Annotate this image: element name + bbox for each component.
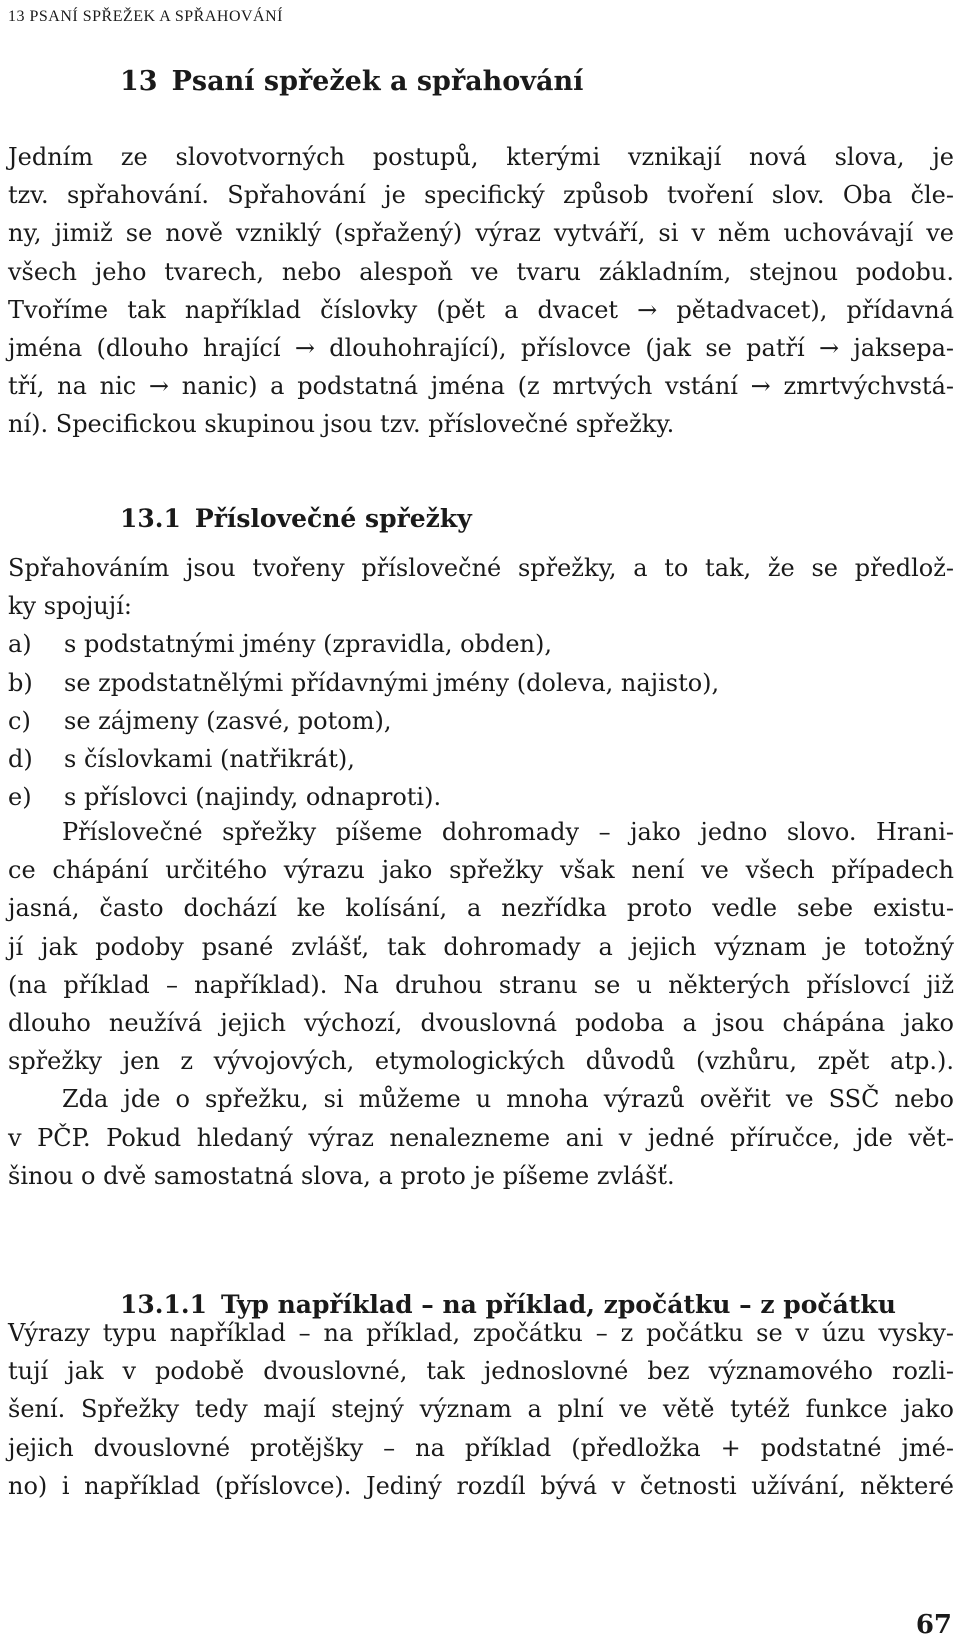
section-paragraph (8, 549, 954, 816)
text-line: dlouho neužívá jejich výchozí, dvouslovná podoba a jsou chápána jako (8, 1008, 954, 1037)
list-item (8, 778, 954, 816)
text-line: spřežky jen z vývojových, etymologických důvodů (vzhůru, zpět atp.). (8, 1047, 954, 1076)
text-line: Výrazy typu například – na příklad, zpočátku – z počátku se v úzu vysky- (8, 1319, 954, 1347)
text-line: tzv. spřahování. Spřahování je specifický způsob tvoření slov. Oba čle- (8, 181, 954, 210)
text-line: šení. Spřežky tedy mají stejný význam a plní ve větě tytéž funkce jako (8, 1395, 954, 1424)
list-text: s číslovkami (natřikrát), (64, 744, 355, 773)
text-line: ce chápání určitého výrazu jako spřežky však není ve všech případech (8, 856, 954, 885)
text-line: v PČP. Pokud hledaný výraz nenalezneme ani v jedné příručce, jde vět- (8, 1123, 954, 1152)
text-line: jejich dvouslovné protějšky – na příklad (předložka + podstatné jmé- (8, 1433, 954, 1462)
text-line: ní). Specifickou skupinou jsou tzv. příslovečné spřežky. (8, 410, 675, 439)
text-line: tří, na nic → nanic) a podstatná jména (z mrtvých vstání → zmrtvýchvstá- (8, 372, 954, 401)
list-item (8, 625, 954, 663)
list-item (8, 664, 954, 702)
text-line: ny, jimiž se nově vzniklý (spřažený) výraz vytváří, si v něm uchovávají ve (8, 219, 954, 248)
list-text: se zájmeny (zasvé, potom), (64, 706, 392, 735)
subsection-number: 13.1.1 (120, 1290, 207, 1319)
text-line: Spřahováním jsou tvořeny příslovečné spřežky, a to tak, že se předlož- (8, 554, 954, 582)
text-line: (na příklad – například). Na druhou stranu se u některých příslovcí již (8, 970, 954, 999)
list-text: s podstatnými jmény (zpravidla, obden), (64, 630, 552, 659)
list-item (8, 740, 954, 778)
section-title: Příslovečné spřežky (194, 504, 472, 533)
text-line: šinou o dvě samostatná slova, a proto je píšeme zvlášť. (8, 1161, 675, 1190)
text-line: Zda jde o spřežku, si můžeme u mnoha výrazů ověřit ve SSČ nebo (62, 1085, 954, 1114)
text-line: Jedním ze slovotvorných postupů, kterými vznikají nová slova, je (8, 143, 954, 171)
list-item (8, 702, 954, 740)
page-number: 67 (915, 1610, 952, 1640)
list-text: se zpodstatnělými přídavnými jmény (doleva, najisto), (64, 668, 720, 697)
body-paragraph (8, 813, 954, 1195)
text-line: jména (dlouho hrající → dlouhohrající), příslovce (jak se patří → jaksepa- (8, 333, 954, 362)
text-line: no) i například (příslovce). Jediný rozdíl bývá v četnosti užívání, některé (8, 1471, 954, 1500)
chapter-title: Psaní spřežek a spřahování (171, 66, 584, 97)
list-label: d) (8, 744, 33, 773)
text-line: Tvoříme tak například číslovky (pět a dvacet → pětadvacet), přídavná (8, 295, 954, 324)
text-line: jasná, často dochází ke kolísání, a nezřídka proto vedle sebe existu- (8, 894, 954, 923)
text-line: ky spojují: (8, 592, 132, 621)
list-label: e) (8, 783, 32, 812)
text-line: všech jeho tvarech, nebo alespoň ve tvaru základním, stejnou podobu. (8, 257, 954, 286)
list-label: b) (8, 668, 33, 697)
chapter-heading (120, 66, 583, 97)
subsection-title: Typ například – na příklad, zpočátku – z počátku (221, 1290, 896, 1319)
section-heading (120, 504, 472, 533)
section-number: 13.1 (120, 504, 181, 533)
running-head: 13 PSANÍ SPŘEŽEK A SPŘAHOVÁNÍ (8, 8, 283, 25)
text-line: jí jak podoby psané zvlášť, tak dohromady a jejich význam je totožný (8, 932, 954, 961)
intro-paragraph (8, 138, 954, 444)
list-label: a) (8, 630, 32, 659)
list-text: s příslovci (najindy, odnaproti). (64, 783, 442, 812)
list-label: c) (8, 706, 31, 735)
chapter-number: 13 (120, 66, 158, 97)
text-line: tují jak v podobě dvouslovné, tak jednoslovné bez významového rozli- (8, 1357, 954, 1386)
text-line: Příslovečné spřežky píšeme dohromady – jako jedno slovo. Hrani- (62, 818, 954, 846)
subsection-paragraph (8, 1314, 954, 1505)
